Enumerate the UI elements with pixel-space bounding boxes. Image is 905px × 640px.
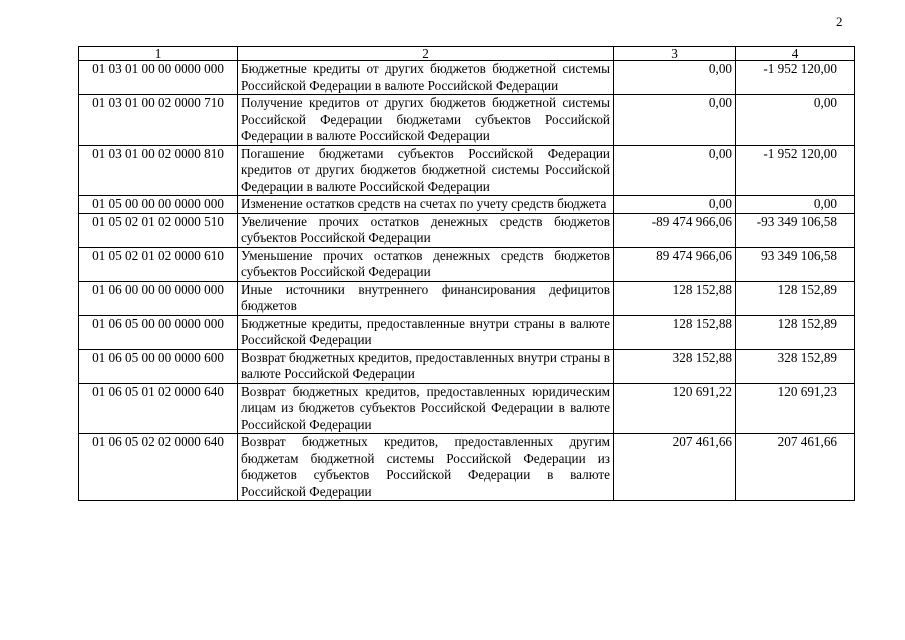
amount-col4: -93 349 106,58 xyxy=(736,213,855,247)
amount-col4: 128 152,89 xyxy=(736,315,855,349)
amount-col4: 0,00 xyxy=(736,95,855,146)
amount-col3: 128 152,88 xyxy=(614,315,736,349)
amount-col3: 207 461,66 xyxy=(614,434,736,501)
column-header-1: 1 xyxy=(79,47,238,61)
column-number-row xyxy=(79,47,855,61)
amount-col3: 128 152,88 xyxy=(614,281,736,315)
column-header-3: 3 xyxy=(614,47,736,61)
table-row xyxy=(79,95,855,146)
table-row xyxy=(79,145,855,196)
budget-code: 01 06 05 01 02 0000 640 xyxy=(79,383,238,434)
amount-col3: 120 691,22 xyxy=(614,383,736,434)
amount-col4: 128 152,89 xyxy=(736,281,855,315)
row-description: Изменение остатков средств на счетах по учету средств бюджета xyxy=(238,196,614,214)
row-description: Бюджетные кредиты от других бюджетов бюджетной системы Российской Федерации в валюте Российской Федерации xyxy=(238,61,614,95)
table-row xyxy=(79,247,855,281)
budget-code: 01 03 01 00 00 0000 000 xyxy=(79,61,238,95)
amount-col3: 0,00 xyxy=(614,95,736,146)
budget-code: 01 06 05 00 00 0000 600 xyxy=(79,349,238,383)
row-description: Погашение бюджетами субъектов Российской Федерации кредитов от других бюджетов бюджетной системы Российской Федерации в валюте Российской Федерации xyxy=(238,145,614,196)
amount-col4: 120 691,23 xyxy=(736,383,855,434)
amount-col3: 89 474 966,06 xyxy=(614,247,736,281)
row-description: Возврат бюджетных кредитов, предоставленных юридическим лицам из бюджетов субъектов Российской Федерации в валюте Российской Федерации xyxy=(238,383,614,434)
table-row xyxy=(79,213,855,247)
table-row xyxy=(79,61,855,95)
table-row xyxy=(79,383,855,434)
table-row xyxy=(79,349,855,383)
table-row xyxy=(79,434,855,501)
row-description: Иные источники внутреннего финансирования дефицитов бюджетов xyxy=(238,281,614,315)
amount-col3: 0,00 xyxy=(614,61,736,95)
budget-code: 01 03 01 00 02 0000 710 xyxy=(79,95,238,146)
table-row xyxy=(79,281,855,315)
amount-col4: -1 952 120,00 xyxy=(736,145,855,196)
amount-col3: 0,00 xyxy=(614,196,736,214)
amount-col4: 328 152,89 xyxy=(736,349,855,383)
amount-col3: 0,00 xyxy=(614,145,736,196)
budget-code: 01 06 05 00 00 0000 000 xyxy=(79,315,238,349)
column-header-2: 2 xyxy=(238,47,614,61)
budget-code: 01 06 00 00 00 0000 000 xyxy=(79,281,238,315)
amount-col3: -89 474 966,06 xyxy=(614,213,736,247)
amount-col3: 328 152,88 xyxy=(614,349,736,383)
table-row xyxy=(79,315,855,349)
amount-col4: 207 461,66 xyxy=(736,434,855,501)
amount-col4: 93 349 106,58 xyxy=(736,247,855,281)
row-description: Возврат бюджетных кредитов, предоставленных другим бюджетам бюджетной системы Российской Федерации из бюджетов субъектов Российской Федерации в валюте Российской Федерации xyxy=(238,434,614,501)
page-number: 2 xyxy=(836,14,843,29)
row-description: Уменьшение прочих остатков денежных средств бюджетов субъектов Российской Федерации xyxy=(238,247,614,281)
budget-code: 01 06 05 02 02 0000 640 xyxy=(79,434,238,501)
amount-col4: 0,00 xyxy=(736,196,855,214)
budget-code: 01 05 02 01 02 0000 510 xyxy=(79,213,238,247)
table-row xyxy=(79,196,855,214)
budget-code: 01 05 00 00 00 0000 000 xyxy=(79,196,238,214)
budget-code: 01 03 01 00 02 0000 810 xyxy=(79,145,238,196)
row-description: Увеличение прочих остатков денежных средств бюджетов субъектов Российской Федерации xyxy=(238,213,614,247)
column-header-4: 4 xyxy=(736,47,855,61)
budget-code: 01 05 02 01 02 0000 610 xyxy=(79,247,238,281)
amount-col4: -1 952 120,00 xyxy=(736,61,855,95)
row-description: Получение кредитов от других бюджетов бюджетной системы Российской Федерации бюджетами субъектов Российской Федерации в валюте Российской Федерации xyxy=(238,95,614,146)
row-description: Возврат бюджетных кредитов, предоставленных внутри страны в валюте Российской Федерации xyxy=(238,349,614,383)
budget-sources-table xyxy=(78,46,855,501)
row-description: Бюджетные кредиты, предоставленные внутри страны в валюте Российской Федерации xyxy=(238,315,614,349)
